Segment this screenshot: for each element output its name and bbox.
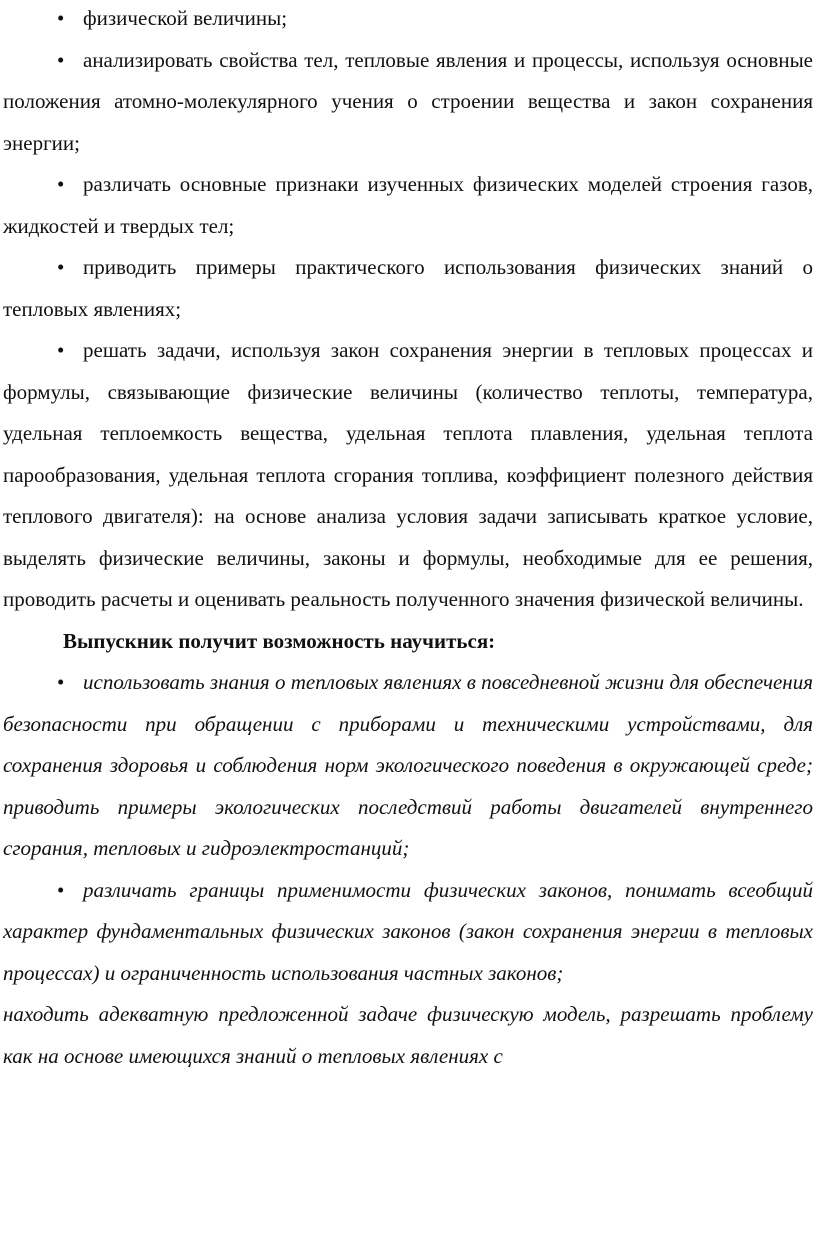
list-item	[3, 247, 813, 330]
bullet-icon: •	[57, 6, 65, 30]
list-item-text: анализировать свойства тел, тепловые явления и процессы, используя основные положения атомно-молекулярного учения о строении вещества и закон сохранения энергии;	[3, 47, 813, 155]
list-item	[3, 0, 813, 40]
list-item-text: физической величины;	[83, 6, 288, 30]
list-item	[3, 662, 813, 870]
list-item	[3, 330, 813, 621]
bullet-icon: •	[57, 47, 65, 72]
list-item-text: различать границы применимости физических законов, понимать всеобщий характер фундаментальных физических законов (закон сохранения энергии в тепловых процессах) и ограниченность использования частных законов;	[3, 877, 813, 985]
list-item-text: решать задачи, используя закон сохранения энергии в тепловых процессах и формулы, связывающие физические величины (количество теплоты, температура, удельная теплоемкость вещества, удельная теплота плавления, удельная теплота парообразования, удельная теплота сгорания топлива, коэффициент полезного действия теплового двигателя): на основе анализа условия задачи записывать краткое условие, выделять физические величины, законы и формулы, необходимые для ее решения, проводить расчеты и оценивать реальность полученного значения физической величины.	[3, 338, 813, 611]
list-item-text: различать основные признаки изученных физических моделей строения газов, жидкостей и твердых тел;	[3, 172, 813, 238]
list-item	[3, 164, 813, 247]
bullet-icon: •	[57, 338, 65, 362]
bullet-icon: •	[57, 255, 65, 279]
bullet-icon: •	[57, 172, 65, 196]
list-item-text: приводить примеры практического использования физических знаний о тепловых явлениях;	[3, 255, 813, 321]
section-heading: Выпускник получит возможность научиться:	[63, 628, 496, 653]
bullet-icon: •	[57, 670, 65, 694]
list-item-text: использовать знания о тепловых явлениях в повседневной жизни для обеспечения безопасности при обращении с приборами и техническими устройствами, для сохранения здоровья и соблюдения норм экологического поведения в окружающей среде; приводить примеры экологических последствий работы двигателей внутреннего сгорания, тепловых и гидроэлектростанций;	[3, 670, 813, 860]
trailing-paragraph: находить адекватную предложенной задаче физическую модель, разрешать проблему как на основе имеющихся знаний о тепловых явлениях с	[3, 1002, 813, 1068]
bullet-icon: •	[57, 877, 65, 902]
list-item	[3, 870, 813, 995]
list-item	[3, 40, 813, 165]
